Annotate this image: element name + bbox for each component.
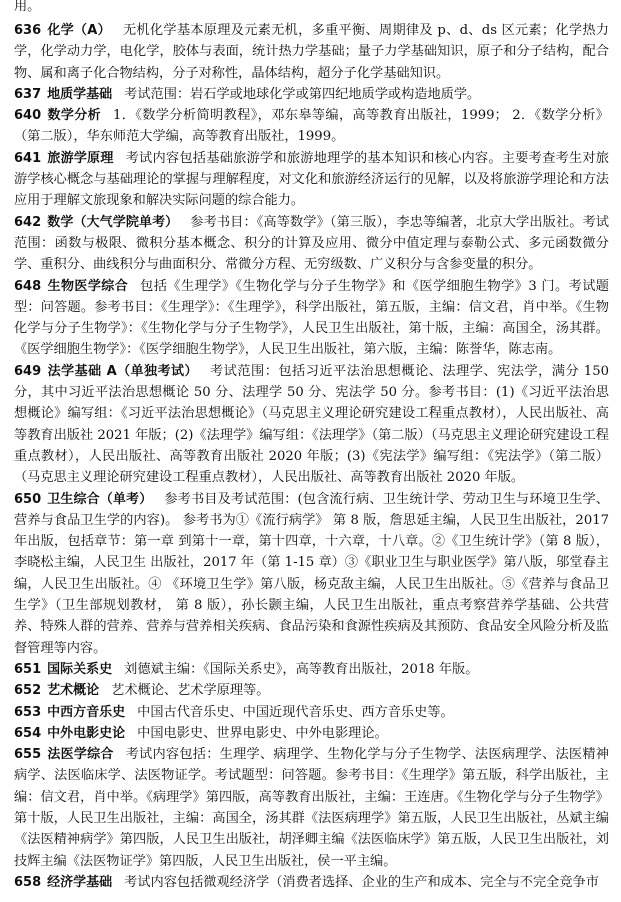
- leading-text: 用。: [14, 0, 41, 14]
- entry-text: 中国电影史、世界电影史、中外电影理论。: [137, 725, 388, 741]
- entry-text: 无机化学基本原理及元素无机，多重平衡、周期律及 p、d、ds 区元素；化学热力学，化学动力学，电化学，胶体与表面，统计热力学基础；量子力学基础知识，原子和分子结构，配合物、属和离子化合物结构，分子对称性，晶体结构，超分子化学基础知识。: [14, 23, 609, 81]
- exam-entry-640: [14, 105, 609, 148]
- entry-text: 考试范围：岩石学或地球化学或第四纪地质学或构造地质学。: [124, 86, 481, 102]
- entry-code: 651: [14, 661, 42, 677]
- entry-code: 642: [14, 214, 42, 230]
- entry-code: 654: [14, 725, 42, 741]
- entry-text: 中国古代音乐史、中国近现代音乐史、西方音乐史等。: [137, 704, 454, 720]
- entry-title: 卫生综合（单考）: [47, 491, 153, 507]
- entry-code: 658: [14, 874, 42, 890]
- exam-entry-650: [14, 489, 609, 659]
- exam-entry-648: [14, 276, 609, 361]
- exam-entry-649: [14, 361, 609, 489]
- entry-code: 655: [14, 747, 42, 763]
- entry-title: 法学基础 A（单独考试）: [47, 363, 199, 379]
- entry-code: 649: [14, 363, 42, 379]
- entry-code: 652: [14, 683, 42, 699]
- entry-title: 法医学综合: [47, 747, 114, 763]
- entry-text: 参考书目：《高等数学》（第三版），李忠等编著，北京大学出版社。考试范围：函数与极限、微积分基本概念、积分的计算及应用、微分中值定理与泰勒公式、多元函数微分学、重积分、曲线积分与曲面积分、常微分方程、无穷级数、广义积分与含参变量的积分。: [14, 214, 609, 273]
- exam-entry-652: [14, 680, 609, 701]
- exam-entry-655: [14, 744, 609, 872]
- exam-entry-653: [14, 702, 609, 723]
- entry-title: 数学（大气学院单考）: [47, 214, 179, 230]
- entry-title: 中西方音乐史: [47, 704, 126, 720]
- entry-title: 中外电影史论: [47, 725, 126, 741]
- entry-text: 参考书目及考试范围：(包含流行病、卫生统计学、劳动卫生与环境卫生学、营养与食品卫生学的内容)。 参考书为①《流行病学》 第 8 版，詹思延主编，人民卫生出版社，2017 年出版，包括章节：第一章 到第十一章，第十四章，十六章，十八章。②《卫生统计学》（第 8 版），李晓松主编，人民卫生 出版社，2017 年（第 1-15 章）③《职业卫生与职业医学》第八版，邬堂春主编，人民卫生出版社。④ 《环境卫生学》第八版，杨克敌主编，人民卫生出版社。⑤《营养与食品卫生学》（卫生部规划教材， 第 8 版），孙长颢主编，人民卫生出版社，重点考察营养学基础、公共营养、特殊人群的营养、营养与营养相关疾病、食品污染和食源性疾病及其预防、食品安全风险分析及监督管理等内容。: [14, 491, 609, 656]
- entry-code: 653: [14, 704, 42, 720]
- entry-title: 艺术概论: [47, 683, 100, 699]
- entry-text: 考试内容包括基础旅游学和旅游地理学的基本知识和核心内容。主要考查考生对旅游学核心概念与基础理论的掌握与理解程度，对文化和旅游经济运行的见解，以及将旅游学理论和方法应用于理解文旅现象和解决实际问题的综合能力。: [14, 150, 609, 209]
- entry-title: 化学（A）: [47, 23, 111, 38]
- entry-text: 包括《生理学》《生物化学与分子生物学》和《医学细胞生物学》3 门。考试题型：问答题。参考书目：《生理学》：《生理学》，科学出版社，第五版，主编：信文君，肖中举。《生物化学与分子生物学》：《生物化学与分子生物学》，人民卫生出版社，第十版，主编：高国全，汤其群。《医学细胞生物学》：《医学细胞生物学》，人民卫生出版社，第六版，主编：陈誉华，陈志南。: [14, 278, 609, 358]
- exam-entry-641: [14, 148, 609, 212]
- exam-entry-658: [14, 872, 609, 893]
- entry-code: 641: [14, 150, 42, 166]
- entry-title: 经济学基础: [47, 874, 113, 890]
- exam-entry-651: [14, 659, 609, 680]
- entry-text: 刘德斌主编：《国际关系史》，高等教育出版社，2018 年版。: [124, 661, 479, 677]
- entry-code: 636: [14, 23, 42, 38]
- entry-code: 640: [14, 108, 42, 124]
- entry-title: 生物医学综合: [47, 278, 129, 294]
- exam-entry-654: [14, 723, 609, 744]
- entry-text: 艺术概论、艺术学原理等。: [111, 683, 270, 699]
- entry-text: 1．《数学分析简明教程》，邓东皋等编，高等教育出版社，1999； 2．《数学分析》（第二版），华东师范大学编，高等教育出版社，1999。: [14, 108, 609, 145]
- entry-title: 数学分析: [47, 108, 101, 124]
- exam-entries-list: [14, 20, 609, 893]
- entry-text: 考试内容包括微观经济学（消费者选择、企业的生产和成本、完全与不完全竞争市: [124, 874, 599, 890]
- exam-entry-637: [14, 84, 609, 105]
- entry-code: 648: [14, 278, 42, 294]
- exam-entry-636: [14, 20, 609, 84]
- entry-code: 650: [14, 491, 42, 507]
- entry-title: 国际关系史: [47, 661, 113, 677]
- entry-text: 考试范围：包括习近平法治思想概论、法理学、宪法学，满分 150 分，其中习近平法治思想概论 50 分、法理学 50 分、宪法学 50 分。参考书目：(1)《习近平法治思想概论》编写组：《习近平法治思想概论》（马克思主义理论研究建设工程重点教材），人民出版社、高等教育出版社 2021 年版；(2)《法理学》编写组：《法理学》（第二版）（马克思主义理论研究建设工程重点教材），人民出版社、高等教育出版社 2020 年版；(3)《宪法学》编写组：《宪法学》（第二版）（马克思主义理论研究建设工程重点教材），人民出版社、高等教育出版社 2020 年版。: [14, 363, 609, 486]
- entry-title: 地质学基础: [47, 86, 113, 102]
- entry-title: 旅游学原理: [47, 150, 114, 166]
- entry-text: 考试内容包括：生理学、病理学、生物化学与分子生物学、法医病理学、法医精神病学、法医临床学、法医物证学。考试题型：问答题。参考书目：《生理学》第五版，科学出版社，主编：信文君，肖中举。《病理学》第四版，高等教育出版社，主编：王连唐。《生物化学与分子生物学》第十版，人民卫生出版社，主编：高国全，汤其群《法医病理学》第五版，人民卫生出版社，丛斌主编《法医精神病学》第四版，人民卫生出版社，胡泽卿主编《法医临床学》第五版，人民卫生出版社，刘技辉主编《法医物证学》第四版，人民卫生出版社，侯一平主编。: [14, 747, 609, 869]
- entry-code: 637: [14, 86, 42, 102]
- exam-entry-642: [14, 212, 609, 276]
